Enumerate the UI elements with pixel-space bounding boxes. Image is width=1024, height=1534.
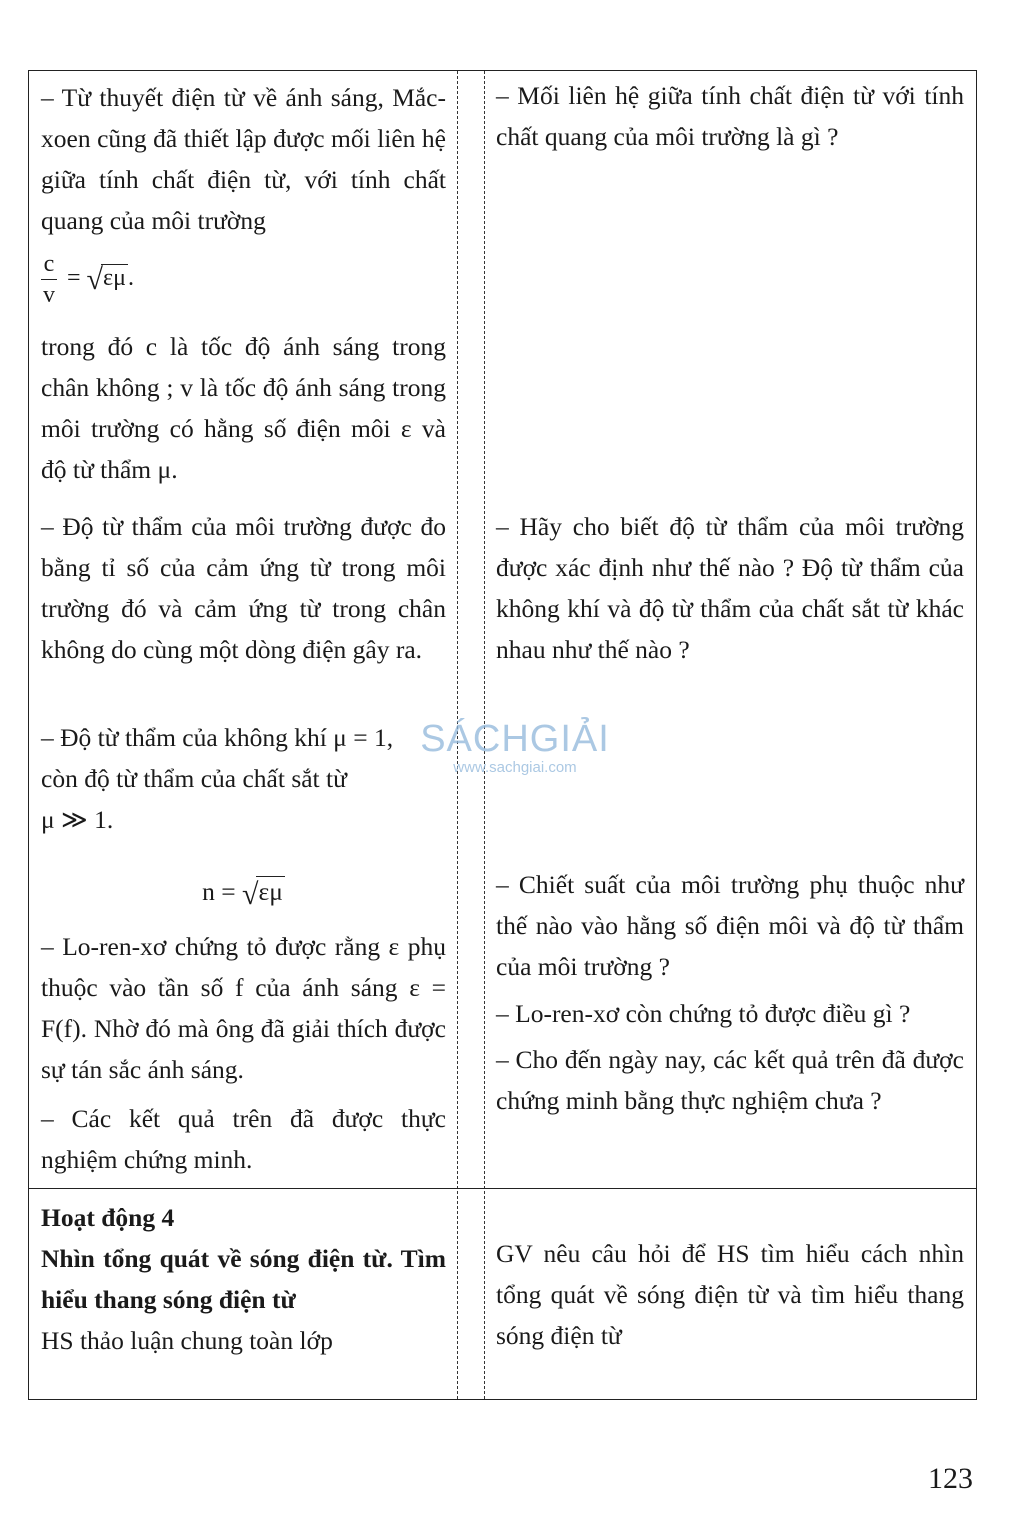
watermark-url: www.sachgiai.com bbox=[453, 759, 577, 776]
sqrt-symbol: √ bbox=[86, 262, 104, 296]
right-question-3: – Chiết suất của môi trường phụ thuộc như thế nào vào hằng số điện môi và độ từ thẩm của môi trường ? bbox=[496, 870, 964, 981]
watermark bbox=[405, 718, 625, 776]
activity-title: Hoạt động 4 bbox=[41, 1203, 175, 1232]
radicand: εμ bbox=[103, 265, 126, 292]
activity-subtitle: Nhìn tổng quát về sóng điện từ. Tìm hiểu thang sóng điện từ bbox=[41, 1244, 446, 1314]
left-paragraph-5: – Lo-ren-xơ chứng tỏ được rằng ε phụ thuộc vào tần số f của ánh sáng ε = F(f). Nhờ đó mà ông đã giải thích được sự tán sắc ánh sáng. bbox=[41, 932, 446, 1084]
sqrt-symbol-2: √ bbox=[242, 877, 259, 911]
fraction bbox=[41, 249, 57, 310]
activity-description: HS thảo luận chung toàn lớp bbox=[41, 1326, 333, 1355]
formula-refractive-index bbox=[41, 871, 446, 915]
right-gv-note: GV nêu câu hỏi để HS tìm hiểu cách nhìn tổng quát về sóng điện từ và tìm hiểu thang sóng điện từ bbox=[496, 1239, 964, 1350]
formula-c-over-v bbox=[41, 249, 446, 310]
left-paragraph-4: – Độ từ thẩm của không khí μ = 1, còn độ từ thẩm của chất sắt từ μ ≫ 1. bbox=[41, 723, 394, 834]
page-number: 123 bbox=[928, 1462, 973, 1495]
right-question-5: – Cho đến ngày nay, các kết quả trên đã được chứng minh bằng thực nghiệm chưa ? bbox=[496, 1045, 964, 1115]
right-question-1: – Mối liên hệ giữa tính chất điện từ với tính chất quang của môi trường là gì ? bbox=[496, 81, 964, 151]
row-separator bbox=[29, 1188, 976, 1189]
activity-4-cell bbox=[41, 1197, 446, 1361]
left-paragraph-1: – Từ thuyết điện từ về ánh sáng, Mắc-xoen cũng đã thiết lập được mối liên hệ giữa tính chất điện từ, với tính chất quang của môi trường bbox=[41, 83, 446, 235]
fraction-denominator: v bbox=[43, 282, 55, 308]
radicand-2: εμ bbox=[258, 877, 283, 906]
right-question-2: – Hãy cho biết độ từ thẩm của môi trường được xác định như thế nào ? Độ từ thẩm của không khí và độ từ thẩm của chất sắt từ khác nhau như thế nào ? bbox=[496, 512, 964, 664]
right-question-4: – Lo-ren-xơ còn chứng tỏ được điều gì ? bbox=[496, 999, 911, 1028]
formula-lhs: n = bbox=[202, 877, 236, 906]
left-paragraph-3: – Độ từ thẩm của môi trường được đo bằng tỉ số của cảm ứng từ trong môi trường đó và cảm ứng từ trong chân không do cùng một dòng điện gây ra. bbox=[41, 512, 446, 664]
formula-period: . bbox=[127, 265, 134, 292]
equals-sign: = bbox=[67, 265, 81, 292]
left-paragraph-2: trong đó c là tốc độ ánh sáng trong chân không ; v là tốc độ ánh sáng trong môi trường có hằng số điện môi ε và độ từ thẩm μ. bbox=[41, 332, 446, 484]
fraction-numerator: c bbox=[41, 249, 57, 280]
watermark-logo: SÁCHGIẢI bbox=[420, 718, 610, 760]
left-paragraph-6: – Các kết quả trên đã được thực nghiệm chứng minh. bbox=[41, 1104, 446, 1174]
